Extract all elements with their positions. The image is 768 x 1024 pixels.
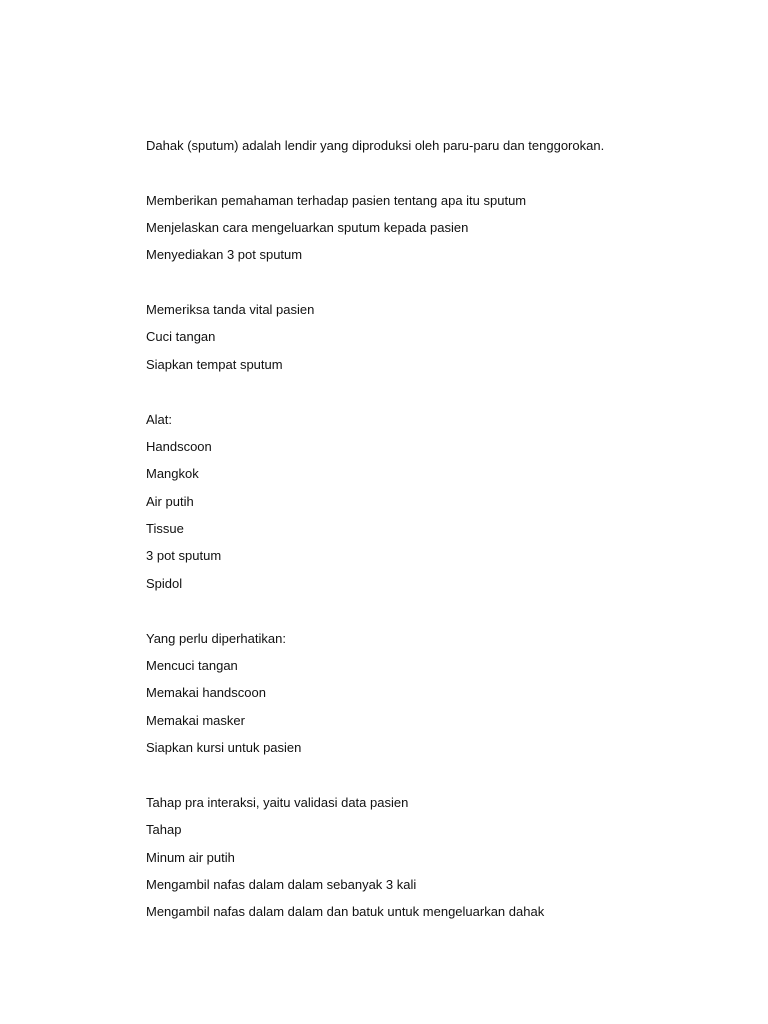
step-item: Tahap pra interaksi, yaitu validasi data pasien [146, 795, 409, 810]
prep-item: Memberikan pemahaman terhadap pasien tentang apa itu sputum [146, 193, 527, 208]
step-item: Tahap [146, 822, 182, 837]
check-item: Memeriksa tanda vital pasien [146, 302, 315, 317]
step-item: Minum air putih [146, 850, 235, 865]
notes-heading: Yang perlu diperhatikan: [146, 631, 286, 646]
step-item: Mengambil nafas dalam dalam sebanyak 3 kali [146, 877, 417, 892]
check-item: Cuci tangan [146, 329, 216, 344]
tool-item: Tissue [146, 521, 184, 536]
prep-item: Menjelaskan cara mengeluarkan sputum kepada pasien [146, 220, 469, 235]
tools-heading: Alat: [146, 412, 173, 427]
note-item: Siapkan kursi untuk pasien [146, 740, 302, 755]
note-item: Memakai handscoon [146, 685, 266, 700]
intro-line: Dahak (sputum) adalah lendir yang diproduksi oleh paru-paru dan tenggorokan. [146, 138, 605, 153]
note-item: Mencuci tangan [146, 658, 238, 673]
step-item: Mengambil nafas dalam dalam dan batuk untuk mengeluarkan dahak [146, 904, 545, 919]
check-item: Siapkan tempat sputum [146, 357, 283, 372]
tool-item: Air putih [146, 494, 194, 509]
tool-item: Mangkok [146, 466, 199, 481]
prep-item: Menyediakan 3 pot sputum [146, 247, 303, 262]
note-item: Memakai masker [146, 713, 245, 728]
tool-item: Spidol [146, 576, 183, 591]
tool-item: 3 pot sputum [146, 548, 222, 563]
tool-item: Handscoon [146, 439, 212, 454]
